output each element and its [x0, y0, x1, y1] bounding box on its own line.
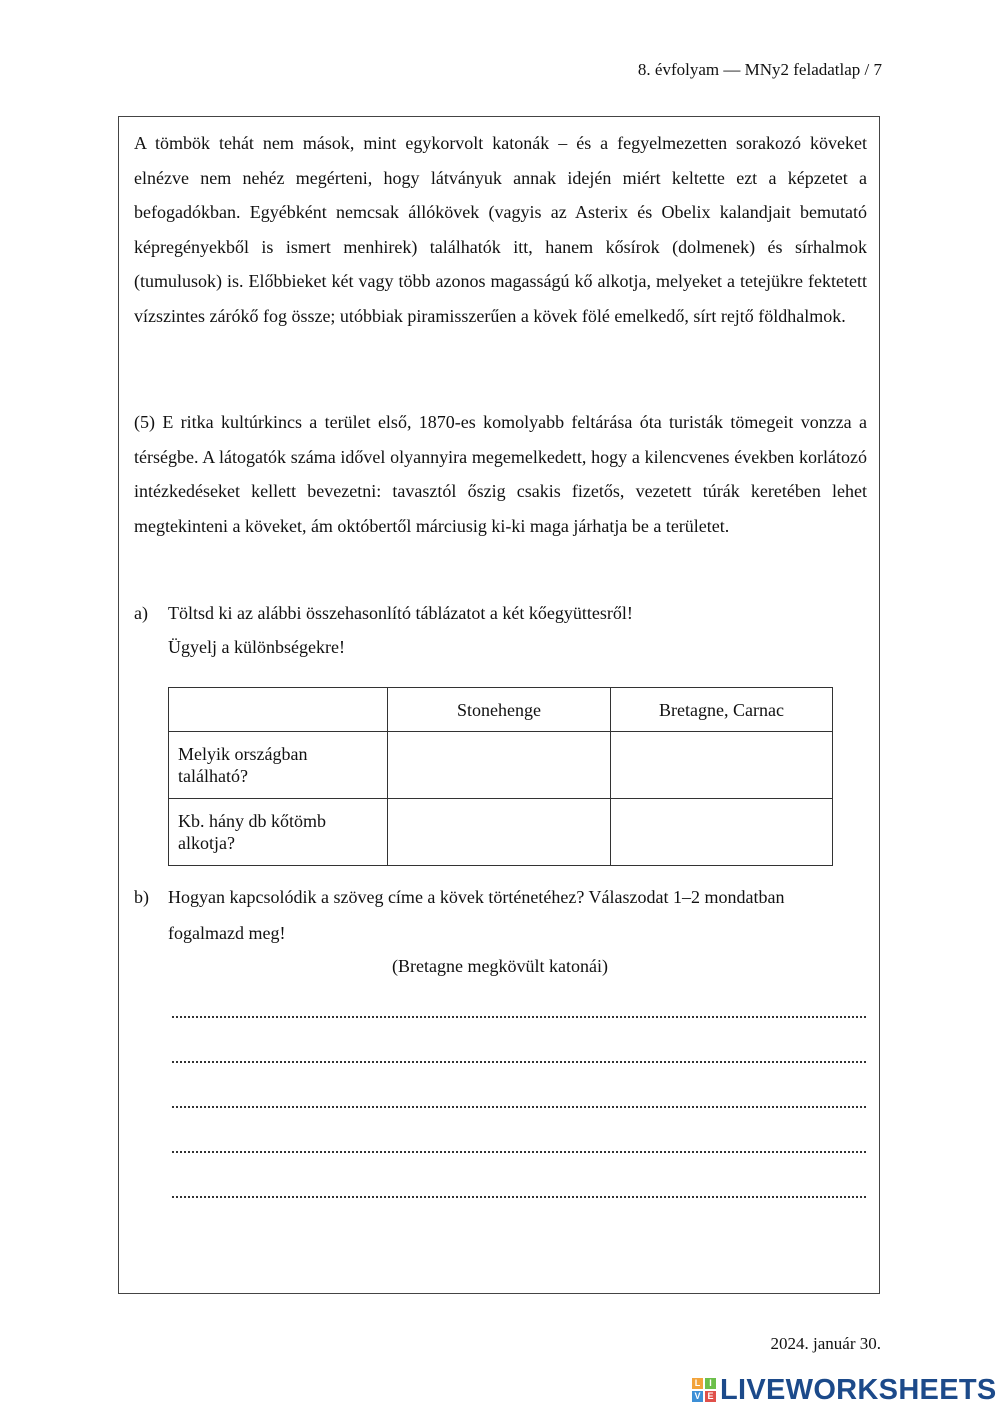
- row-label-stone-count: Kb. hány db kőtömb alkotja?: [169, 799, 388, 866]
- table-header-carnac: Bretagne, Carnac: [611, 688, 833, 732]
- text-title-reference: (Bretagne megkövült katonái): [392, 956, 608, 976]
- paragraph-1: A tömbök tehát nem mások, mint egykorvolt katonák – és a fegyelmezetten sorakozó köveket elnézve nem nehéz megérteni, hogy látványuk annak idején miért keltette ezt a képzetet a befogadókban. Egyébként nemcsak állókövek (vagyis az Asterix és Obelix kalandjait bemutató képregényekből is ismert menhirek) találhatók itt, hanem kősírok (dolmenek) és sírhalmok (tumulusok) is. Előbbieket két vagy több azonos magasságú kő alkotja, melyeket a tetejükre fektetett vízszintes zárókő fog össze; utóbbiak piramisszerűen a kövek fölé emelkedő, sírt rejtő földhalmok.: [134, 133, 867, 326]
- question-b-line-1: Hogyan kapcsolódik a szöveg címe a kövek történetéhez? Válaszodat 1–2 mondatban: [168, 887, 785, 907]
- comparison-table: [168, 687, 833, 866]
- row-label-country: Melyik országban található?: [169, 732, 388, 799]
- answer-cell-carnac-country[interactable]: [611, 732, 833, 799]
- question-a: [134, 596, 874, 666]
- answer-line-1[interactable]: [172, 1000, 866, 1018]
- logo-mark-e: E: [705, 1391, 716, 1402]
- question-b: [134, 880, 874, 950]
- answer-line-2[interactable]: [172, 1045, 866, 1063]
- table-row: [169, 799, 833, 866]
- question-a-letter: a): [134, 603, 148, 623]
- logo-mark-icon: [692, 1378, 716, 1402]
- table-header-empty: [169, 688, 388, 732]
- answer-cell-stonehenge-count[interactable]: [388, 799, 611, 866]
- logo-mark-l: L: [692, 1378, 703, 1389]
- question-b-line-2: fogalmazd meg!: [168, 923, 286, 943]
- table-header-stonehenge: Stonehenge: [388, 688, 611, 732]
- logo-mark-i: I: [705, 1378, 716, 1389]
- question-a-line-2: Ügyelj a különbségekre!: [168, 637, 345, 657]
- question-a-line-1: Töltsd ki az alábbi összehasonlító táblázatot a két kőegyüttesről!: [168, 603, 633, 623]
- answer-line-5[interactable]: [172, 1180, 866, 1198]
- answer-cell-carnac-count[interactable]: [611, 799, 833, 866]
- logo-mark-v: V: [692, 1391, 703, 1402]
- answer-line-3[interactable]: [172, 1090, 866, 1108]
- question-b-letter: b): [134, 887, 149, 907]
- footer-date: 2024. január 30.: [770, 1334, 881, 1353]
- table-row: [169, 732, 833, 799]
- paragraph-5: (5) E ritka kultúrkincs a terület első, 1870-es komolyabb feltárása óta turisták tömegeit vonzza a térségbe. A látogatók száma idővel olyannyira megemelkedett, hogy a kilencvenes években korlátozó intézkedéseket kellett bevezetni: tavasztól őszig csakis fizetős, vezetett túrák keretében lehet megtekinteni a köveket, ám októbertől márciusig ki-ki maga járhatja be a területet.: [134, 412, 867, 536]
- table-header-row: [169, 688, 833, 732]
- liveworksheets-logo: [692, 1374, 997, 1406]
- answer-cell-stonehenge-country[interactable]: [388, 732, 611, 799]
- answer-line-4[interactable]: [172, 1135, 866, 1153]
- page-header: 8. évfolyam — MNy2 feladatlap / 7: [637, 60, 882, 79]
- logo-text: LIVEWORKSHEETS: [720, 1373, 997, 1406]
